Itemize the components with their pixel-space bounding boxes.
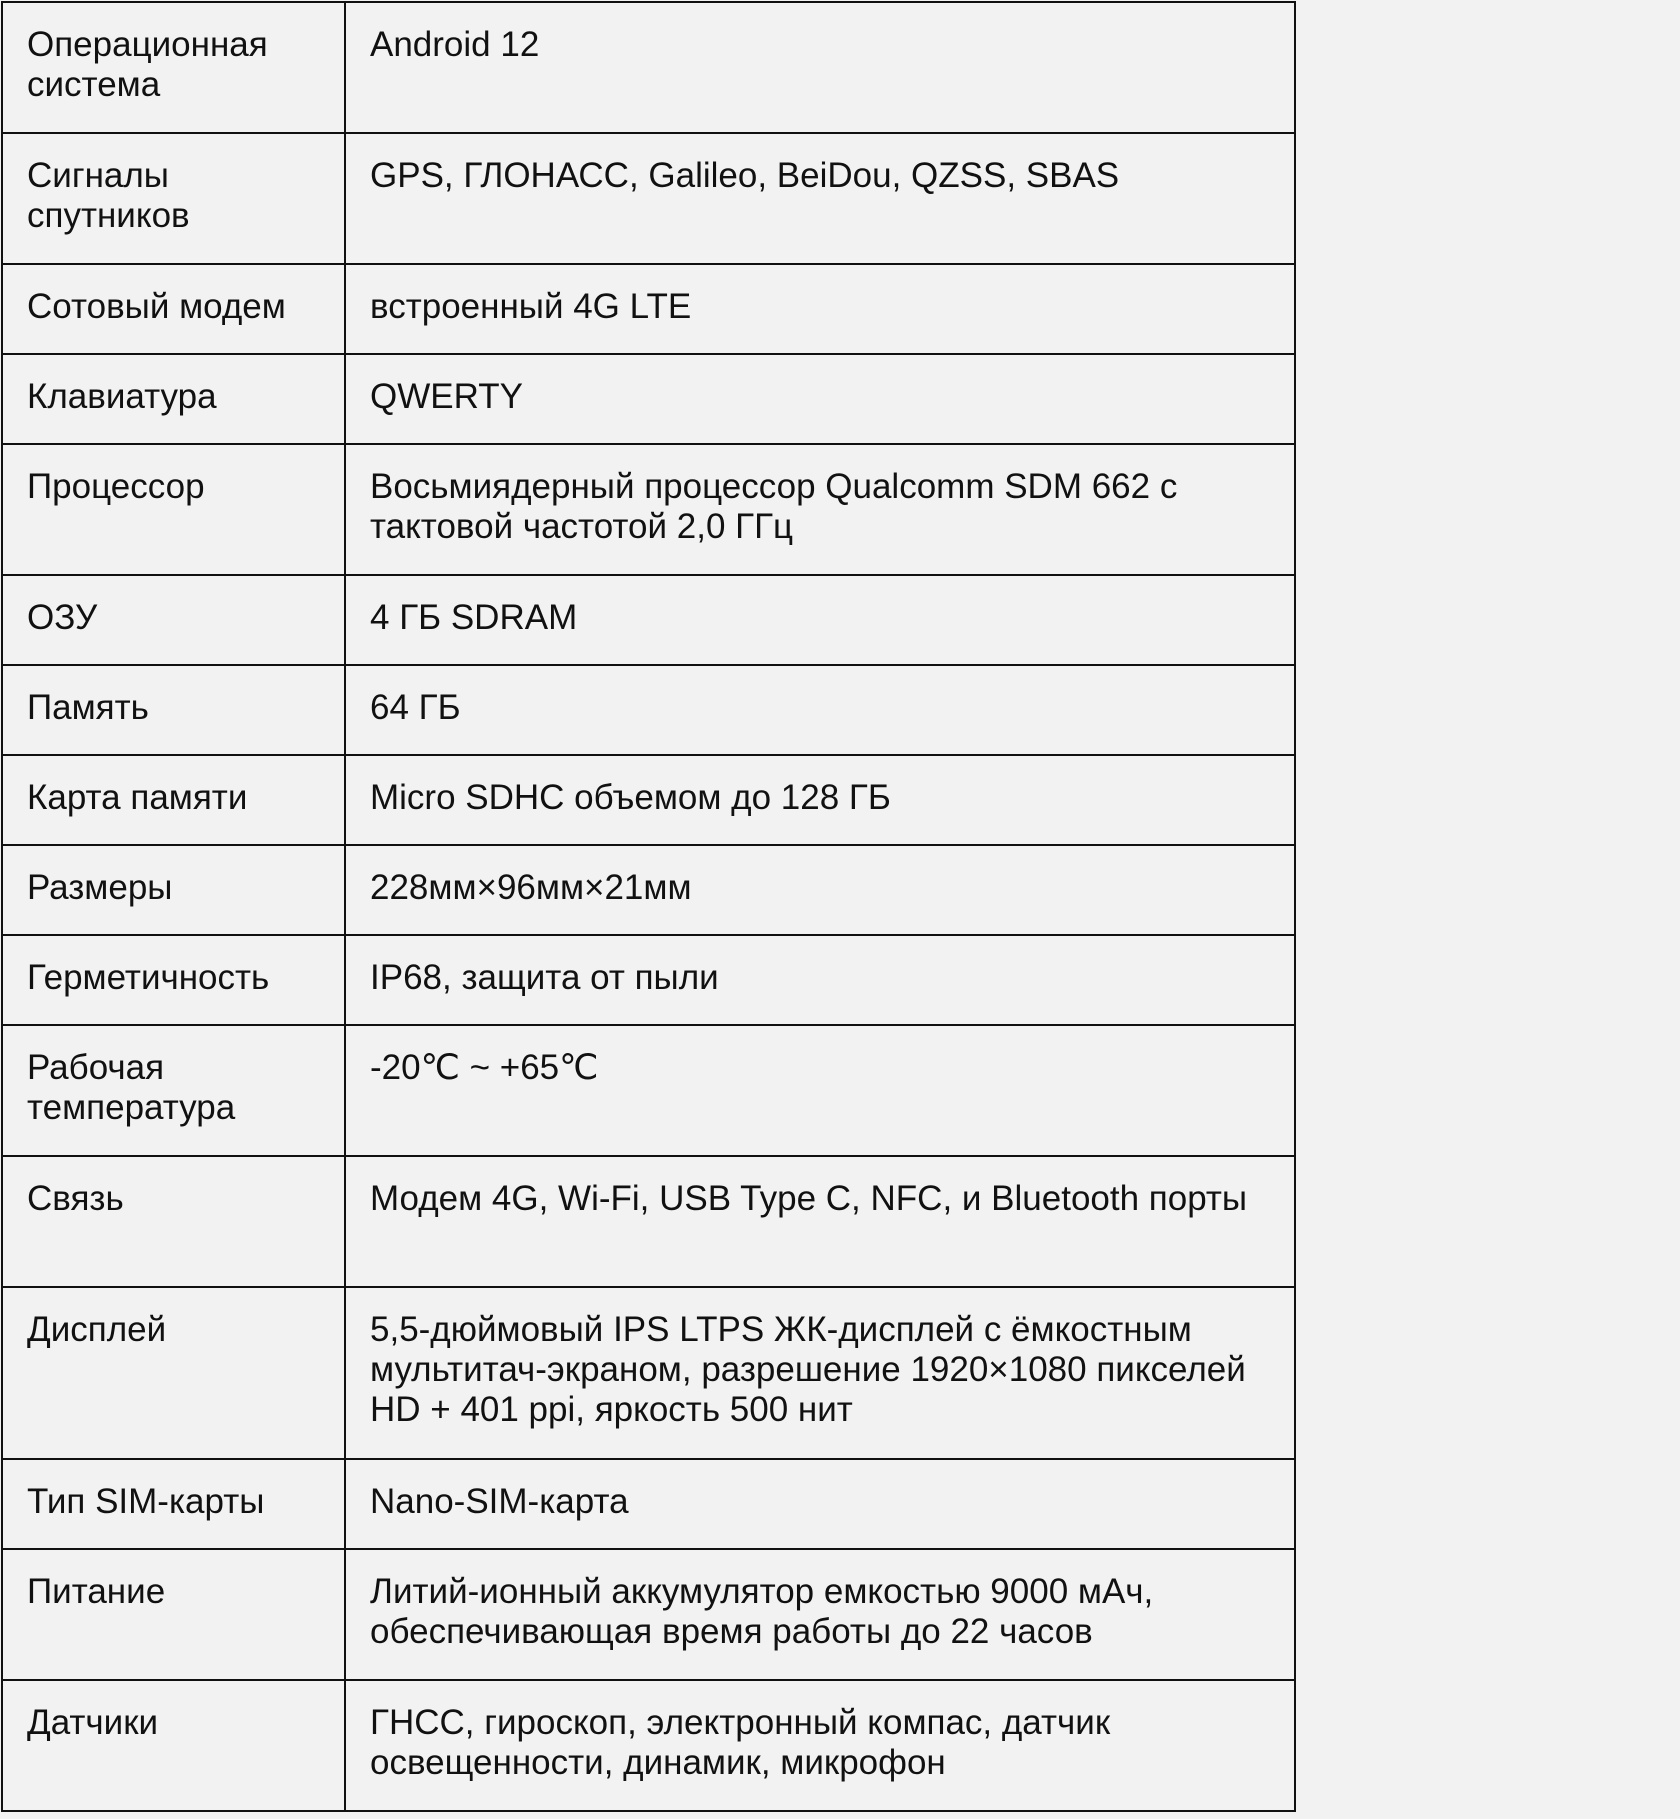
spec-value: 5,5-дюймовый IPS LTPS ЖК-дисплей с ёмкостным мультитач-экраном, разрешение 1920×1080 пикселей HD + 401 ppi, яркость 500 нит bbox=[345, 1287, 1295, 1459]
table-row-processor bbox=[2, 444, 1295, 575]
table-row-cellular-modem bbox=[2, 264, 1295, 354]
spec-value: Литий-ионный аккумулятор емкостью 9000 мАч, обеспечивающая время работы до 22 часов bbox=[345, 1549, 1295, 1680]
table-row-sim-type bbox=[2, 1459, 1295, 1549]
spec-label: Рабочая температура bbox=[2, 1025, 345, 1156]
spec-label: Тип SIM-карты bbox=[2, 1459, 345, 1549]
spec-label: Размеры bbox=[2, 845, 345, 935]
spec-value: QWERTY bbox=[345, 354, 1295, 444]
spec-value: встроенный 4G LTE bbox=[345, 264, 1295, 354]
spec-value: IP68, защита от пыли bbox=[345, 935, 1295, 1025]
spec-value: -20℃ ~ +65℃ bbox=[345, 1025, 1295, 1156]
spec-value: GPS, ГЛОНАСС, Galileo, BeiDou, QZSS, SBAS bbox=[345, 133, 1295, 264]
spec-value: Nano-SIM-карта bbox=[345, 1459, 1295, 1549]
table-row-storage bbox=[2, 665, 1295, 755]
spec-label: Герметичность bbox=[2, 935, 345, 1025]
table-row-memory-card bbox=[2, 755, 1295, 845]
spec-label: Сотовый модем bbox=[2, 264, 345, 354]
spec-label: Клавиатура bbox=[2, 354, 345, 444]
table-row-ram bbox=[2, 575, 1295, 665]
spec-label: Процессор bbox=[2, 444, 345, 575]
table-row-display bbox=[2, 1287, 1295, 1459]
spec-label: Сигналы спутников bbox=[2, 133, 345, 264]
spec-label: Связь bbox=[2, 1156, 345, 1287]
spec-label: Операционная система bbox=[2, 2, 345, 133]
spec-label: Дисплей bbox=[2, 1287, 345, 1459]
spec-label: Датчики bbox=[2, 1680, 345, 1811]
table-row-sensors bbox=[2, 1680, 1295, 1811]
spec-label: Память bbox=[2, 665, 345, 755]
table-row-dimensions bbox=[2, 845, 1295, 935]
table-row-os bbox=[2, 2, 1295, 133]
spec-value: Восьмиядерный процессор Qualcomm SDM 662 с тактовой частотой 2,0 ГГц bbox=[345, 444, 1295, 575]
spec-label: Питание bbox=[2, 1549, 345, 1680]
spec-value: Micro SDHC объемом до 128 ГБ bbox=[345, 755, 1295, 845]
table-row-connectivity bbox=[2, 1156, 1295, 1287]
spec-value: ГНСС, гироскоп, электронный компас, датчик освещенности, динамик, микрофон bbox=[345, 1680, 1295, 1811]
spec-label: Карта памяти bbox=[2, 755, 345, 845]
specs-table bbox=[1, 1, 1296, 1812]
table-row-power bbox=[2, 1549, 1295, 1680]
table-row-operating-temperature bbox=[2, 1025, 1295, 1156]
table-row-satellite-signals bbox=[2, 133, 1295, 264]
table-row-keyboard bbox=[2, 354, 1295, 444]
spec-value: 4 ГБ SDRAM bbox=[345, 575, 1295, 665]
spec-label: ОЗУ bbox=[2, 575, 345, 665]
table-row-sealing bbox=[2, 935, 1295, 1025]
spec-value: 64 ГБ bbox=[345, 665, 1295, 755]
spec-value: 228мм×96мм×21мм bbox=[345, 845, 1295, 935]
spec-value: Модем 4G, Wi-Fi, USB Type C, NFC, и Bluetooth порты bbox=[345, 1156, 1295, 1287]
spec-value: Android 12 bbox=[345, 2, 1295, 133]
